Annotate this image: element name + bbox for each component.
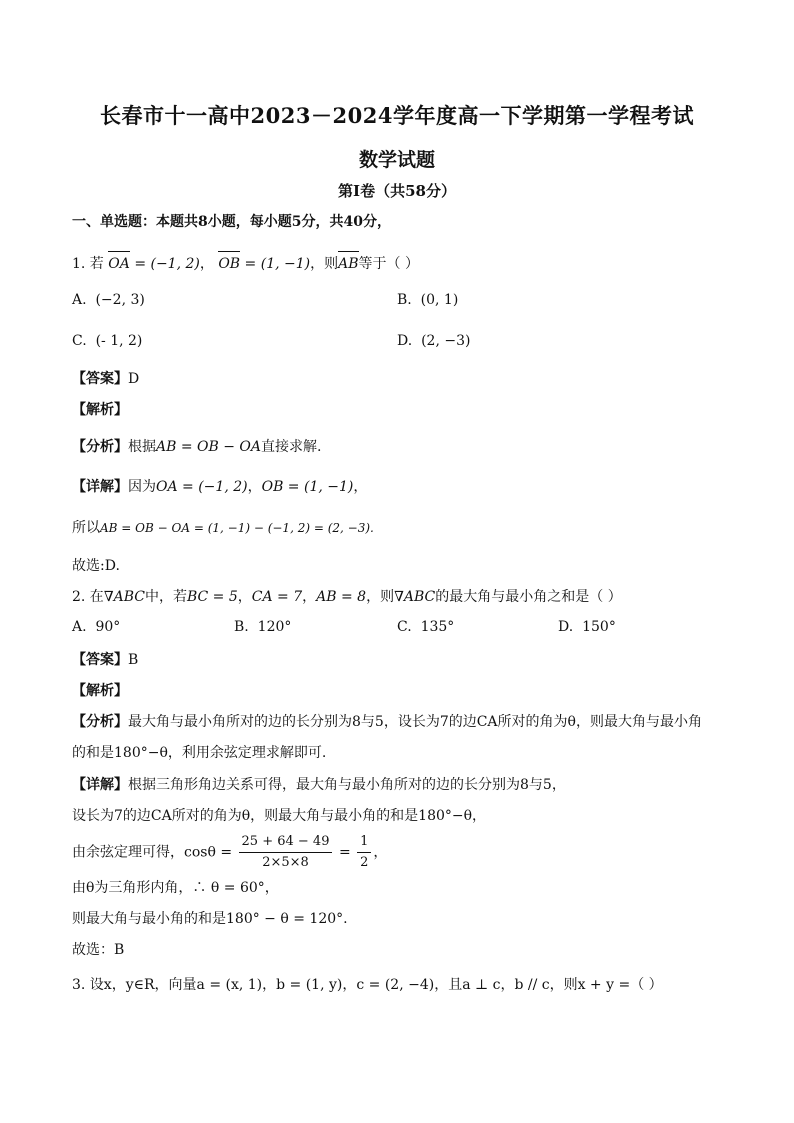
q1-option-c <box>72 333 142 349</box>
side-ab: AB = 8 <box>316 589 367 605</box>
vector-ab: AB <box>338 256 359 272</box>
cos-fraction <box>239 832 333 873</box>
q1-option-d <box>397 333 470 349</box>
q2-xiangjie <box>72 775 566 795</box>
volume-heading: 第I卷（共58分） <box>338 182 456 200</box>
question-2-stem: 2. 在∇ABC中，若BC = 5，CA = 7，AB = 8，则∇ABC的最大角与最小角之和是（ ） <box>72 589 622 605</box>
option-value: (−2, 3) <box>95 292 145 308</box>
question-1-stem <box>72 254 419 274</box>
option-letter: C. <box>72 333 87 349</box>
q1-xiangjie: 【详解】因为OA = (−1, 2)，OB = (1, −1)， <box>72 479 368 495</box>
fenxi-line-1: 最大角与最小角所对的边的长分别为8与5，设长为7的边CA所对的角为θ，则最大角与最小角 <box>128 714 702 730</box>
xiangjie-tag: 【详解】 <box>72 777 128 793</box>
xiangjie-ob: OB = (1, −1) <box>261 479 354 495</box>
q2-option-c <box>397 619 454 635</box>
xiangjie-line-1: 根据三角形角边关系可得，最大角与最小角所对的边的长分别为8与5， <box>128 777 566 793</box>
q1-analysis-tag <box>72 400 128 420</box>
xiangjie-text: 因为 <box>128 479 156 495</box>
triangle-abc: ∇ABC <box>103 589 145 605</box>
cos-prefix: 由余弦定理可得，cosθ = <box>72 844 233 861</box>
q2-line-3 <box>72 832 387 873</box>
answer-value: B <box>128 652 139 668</box>
xiangjie-end: ， <box>353 479 368 495</box>
fraction-denominator: 2 <box>360 855 369 870</box>
option-letter: C. <box>397 619 412 635</box>
exam-subtitle: 数学试题 <box>358 149 435 171</box>
xiangjie-tag: 【详解】 <box>72 479 128 495</box>
oa-value: = (−1, 2) <box>134 256 200 272</box>
vector-oa: OA <box>108 256 130 272</box>
fraction-numerator: 25 + 64 − 49 <box>239 832 333 853</box>
answer-tag: 【答案】 <box>72 652 128 668</box>
side-ca: CA = 7 <box>251 589 303 605</box>
fraction-numerator: 1 <box>357 832 371 853</box>
then-text: ，则 <box>310 256 339 272</box>
option-value: (2, −3) <box>421 333 471 349</box>
so-formula: AB = OB − OA = (1, −1) − (−1, 2) = (2, −3). <box>100 521 374 535</box>
line-end: ， <box>373 844 388 861</box>
ob-value: = (1, −1) <box>244 256 311 272</box>
question-ask: 等于（ ） <box>358 256 419 272</box>
q2-fenxi-line-2: 的和是180°−θ，利用余弦定理求解即可. <box>72 745 327 761</box>
q2-option-d <box>558 619 616 635</box>
q2-option-a <box>72 619 120 635</box>
option-letter: A. <box>72 292 87 308</box>
q2-choose: 故选：B <box>72 942 125 958</box>
analysis-tag: 【解析】 <box>72 402 128 418</box>
question-3-stem: 3. 设x，y∈R，向量a = (x, 1)，b = (1, y)，c = (2, −4)，且a ⊥ c，b // c，则x + y =（ ） <box>72 977 663 993</box>
option-value: 135° <box>420 619 455 635</box>
fenxi-text: 根据 <box>128 439 156 455</box>
fenxi-text-end: 直接求解. <box>261 439 322 455</box>
separator: ， <box>199 256 214 272</box>
exam-title: 长春市十一高中2023－2024学年度高一下学期第一学程考试 <box>100 103 694 128</box>
q2-line-2: 设长为7的边CA所对的角为θ，则最大角与最小角的和是180°−θ， <box>72 808 487 824</box>
option-value: 150° <box>582 619 616 635</box>
option-letter: A. <box>72 619 87 635</box>
fraction-denominator: 2×5×8 <box>262 855 309 870</box>
triangle-abc: ∇ABC <box>394 589 436 605</box>
option-value: 120° <box>257 619 292 635</box>
q1-number: 1. 若 <box>72 256 104 272</box>
q2-end: 的最大角与最小角之和是（ ） <box>435 589 622 605</box>
q1-fenxi <box>72 437 321 457</box>
xiangjie-oa: OA = (−1, 2) <box>156 479 248 495</box>
q1-option-a <box>72 292 145 308</box>
option-value: (0, 1) <box>420 292 459 308</box>
q2-option-b <box>234 619 291 635</box>
fenxi-formula: AB = OB − OA <box>156 439 262 455</box>
q2-prefix: 2. 在 <box>72 589 104 605</box>
section-heading: 一、单选题：本题共8小题，每小题5分，共40分， <box>72 214 391 230</box>
analysis-tag: 【解析】 <box>72 683 128 699</box>
q2-fenxi <box>72 712 702 732</box>
q1-answer <box>72 369 139 389</box>
q2-mid2: ，则 <box>366 589 395 605</box>
fenxi-tag: 【分析】 <box>72 439 128 455</box>
q2-analysis-tag <box>72 681 128 701</box>
q2-line-5: 则最大角与最小角的和是180° − θ = 120°. <box>72 911 348 927</box>
option-letter: B. <box>397 292 412 308</box>
half-fraction <box>357 832 371 873</box>
vector-ob: OB <box>218 256 241 272</box>
option-letter: D. <box>397 333 413 349</box>
fenxi-tag: 【分析】 <box>72 714 128 730</box>
option-letter: D. <box>558 619 574 635</box>
so-text: 所以 <box>72 520 100 536</box>
q2-mid: 中，若 <box>144 589 187 605</box>
q1-choose: 故选:D. <box>72 558 120 574</box>
option-value: 90° <box>95 619 121 635</box>
option-letter: B. <box>234 619 249 635</box>
option-value: (- 1, 2) <box>95 333 143 349</box>
q1-option-b <box>397 292 458 308</box>
q1-so <box>72 518 374 538</box>
q2-answer <box>72 650 138 670</box>
equals: = <box>338 844 351 861</box>
q2-line-4: 由θ为三角形内角，∴ θ = 60°， <box>72 880 279 896</box>
answer-tag: 【答案】 <box>72 371 128 387</box>
answer-value: D <box>128 371 140 387</box>
side-bc: BC = 5 <box>186 589 238 605</box>
